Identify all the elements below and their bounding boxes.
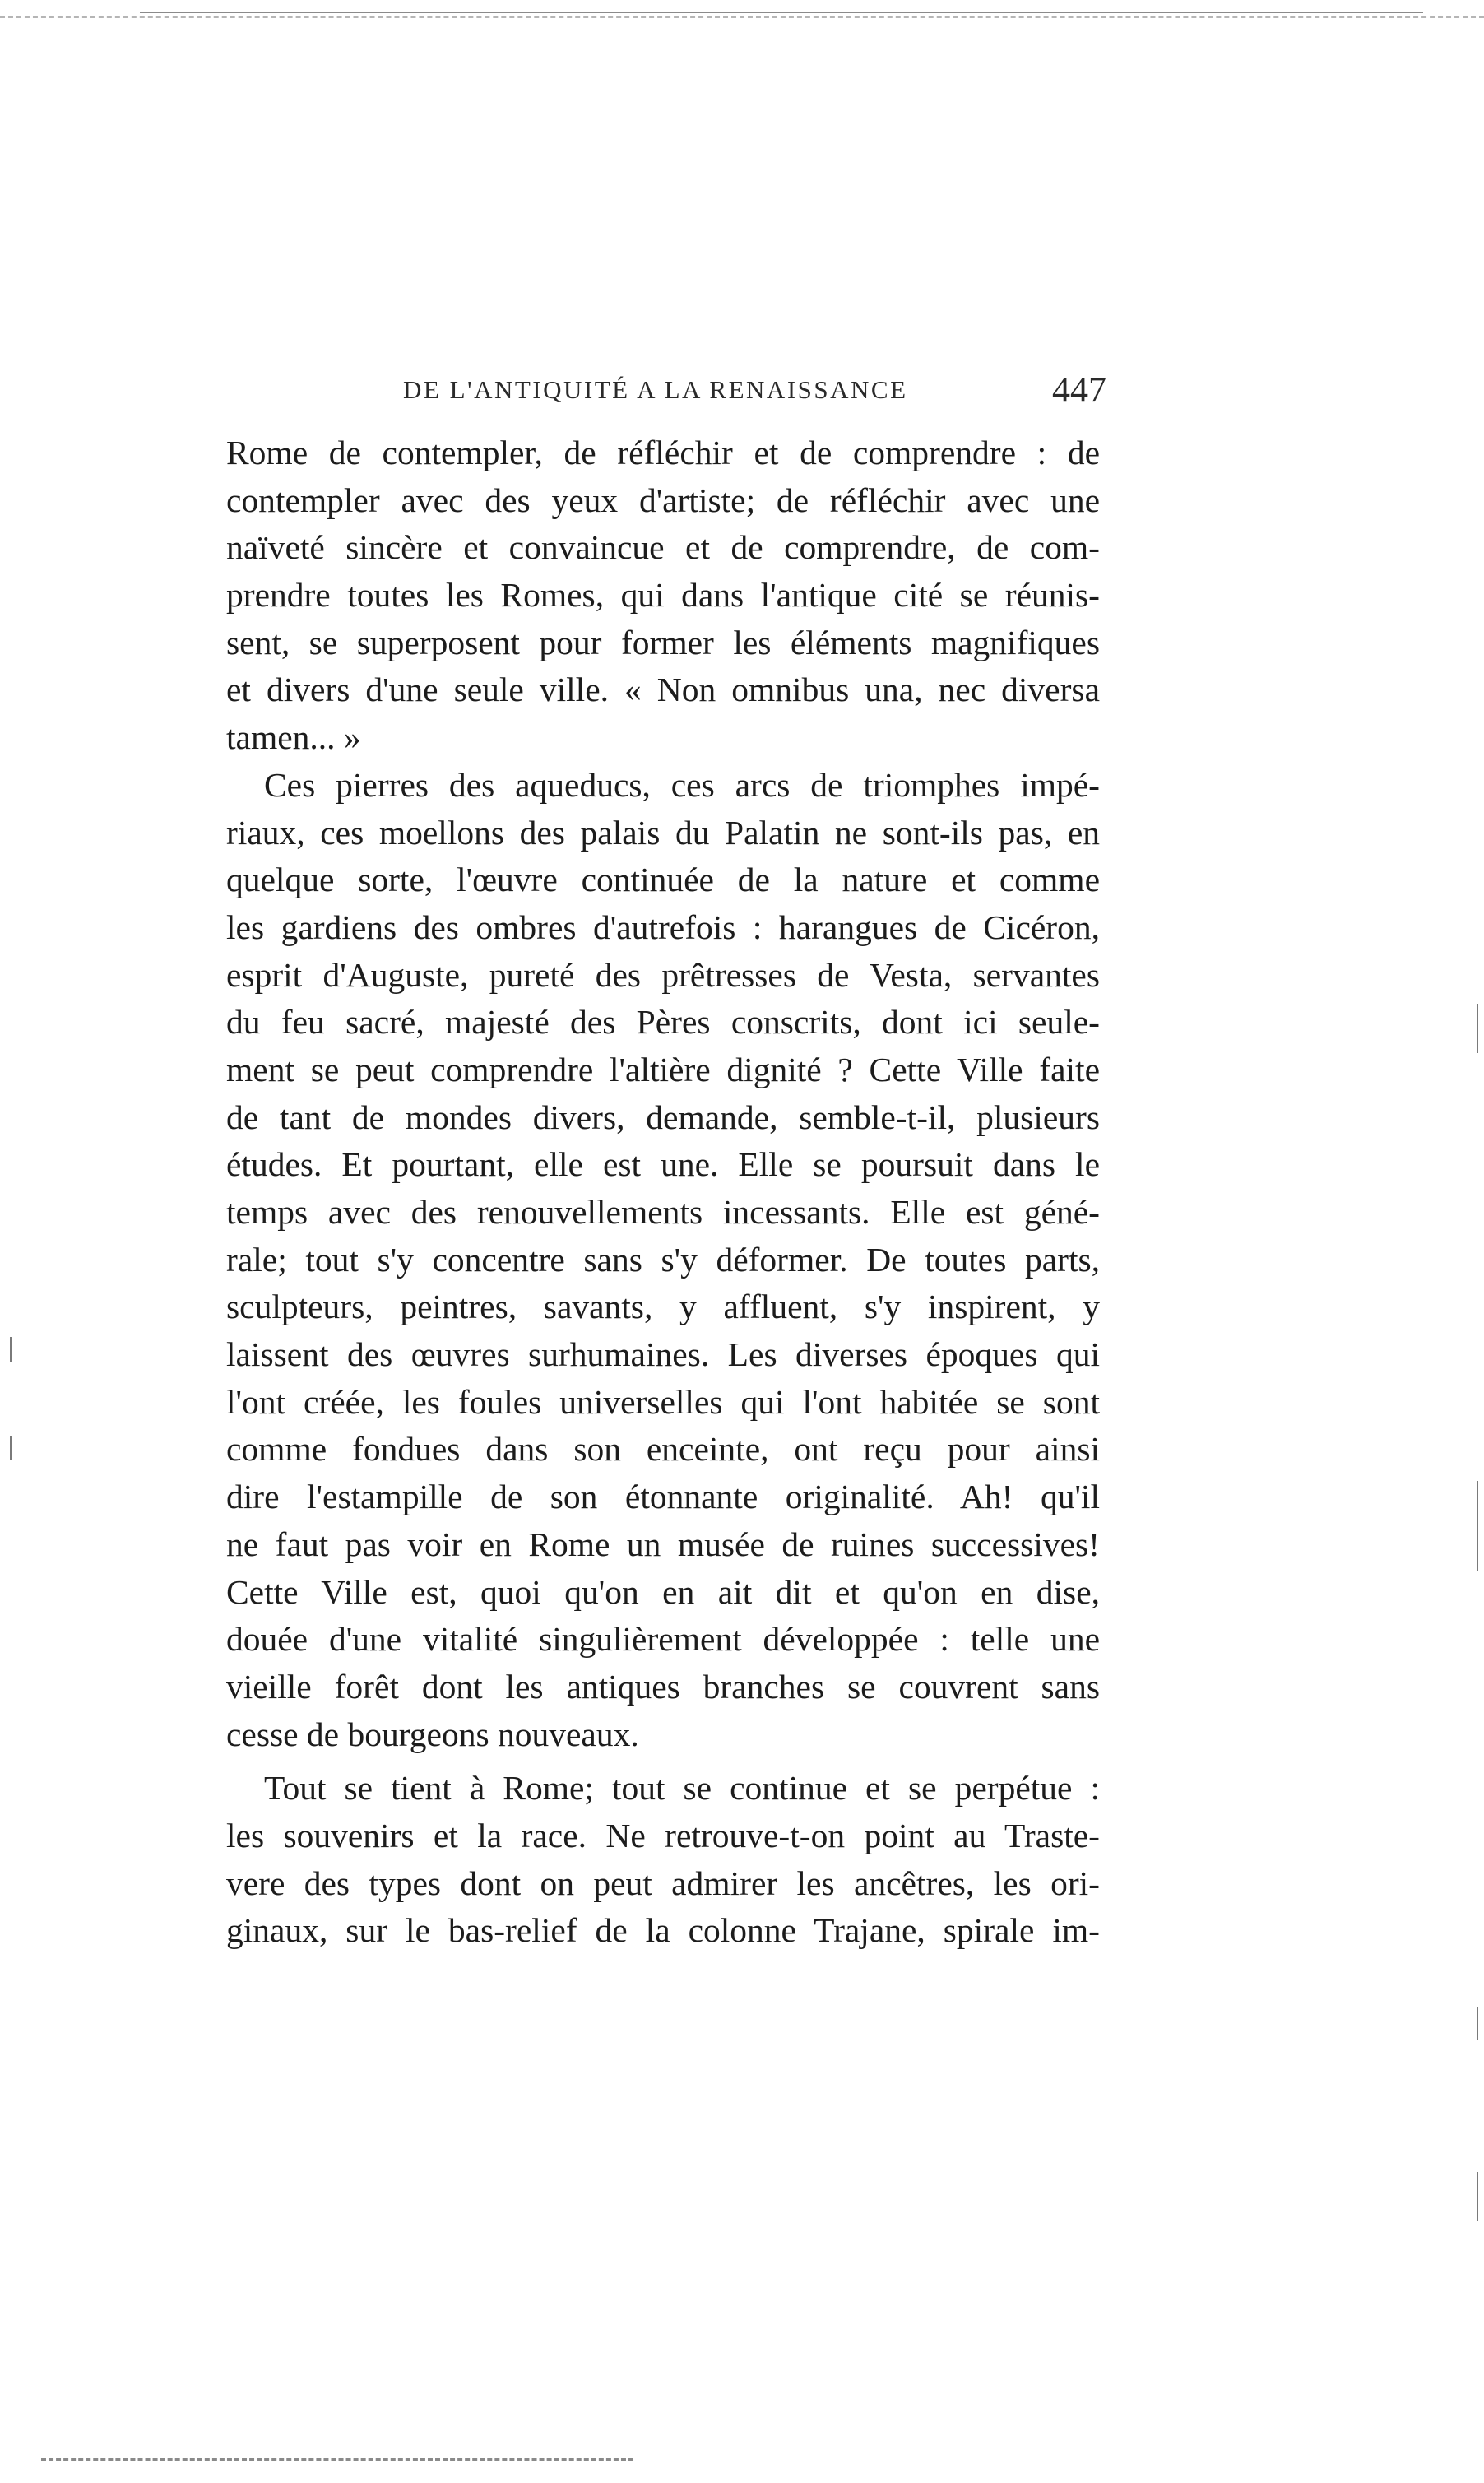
text-line: vere des types dont on peut admirer les ancêtres, les ori-	[226, 1863, 1100, 1902]
scan-edge-mark	[1477, 1481, 1478, 1571]
text-line: Tout se tient à Rome; tout se continue et se perpétue :	[264, 1769, 1100, 1808]
text-line: Ces pierres des aqueducs, ces arcs de triomphes impé-	[264, 765, 1100, 804]
running-title: DE L'ANTIQUITÉ A LA RENAISSANCE	[403, 375, 908, 404]
text-line: contempler avec des yeux d'artiste; de réfléchir avec une	[226, 480, 1100, 519]
text-line: Cette Ville est, quoi qu'on en ait dit et qu'on en dise,	[226, 1572, 1100, 1611]
text-line: et divers d'une seule ville. « Non omnibus una, nec diversa	[226, 671, 1100, 709]
text-line: vieille forêt dont les antiques branches se couvrent sans	[226, 1667, 1100, 1706]
text-line: les gardiens des ombres d'autrefois : harangues de Cicéron,	[226, 907, 1100, 946]
text-line: douée d'une vitalité singulièrement développée : telle une	[226, 1620, 1100, 1659]
scan-edge-mark	[10, 1436, 12, 1460]
text-line: de tant de mondes divers, demande, semble-t-il, plusieurs	[226, 1098, 1100, 1136]
scan-border-bottom	[41, 2458, 633, 2461]
text-line: dire l'estampille de son étonnante originalité. Ah! qu'il	[226, 1478, 1100, 1516]
text-line: du feu sacré, majesté des Pères conscrits, dont ici seule-	[226, 1003, 1100, 1042]
text-line: rale; tout s'y concentre sans s'y déformer. De toutes parts,	[226, 1240, 1100, 1279]
scan-border-top-dashed	[0, 16, 1484, 18]
text-line: ment se peut comprendre l'altière dignité ? Cette Ville faite	[226, 1050, 1100, 1088]
text-line: les souvenirs et la race. Ne retrouve-t-on point au Traste-	[226, 1816, 1100, 1854]
scan-edge-mark	[1477, 1004, 1478, 1053]
text-line: cesse de bourgeons nouveaux.	[226, 1715, 639, 1753]
scan-edge-mark	[1477, 2172, 1478, 2221]
scan-border-top	[140, 12, 1423, 13]
text-line: sent, se superposent pour former les éléments magnifiques	[226, 623, 1100, 661]
body-text	[226, 429, 1100, 1955]
text-line: laissent des œuvres surhumaines. Les diverses époques qui	[226, 1335, 1100, 1374]
page-header	[226, 367, 1115, 413]
page-number: 447	[1052, 369, 1106, 410]
text-line: tamen... »	[226, 718, 361, 757]
paragraph	[226, 1765, 1100, 1955]
text-line: sculpteurs, peintres, savants, y affluent, s'y inspirent, y	[226, 1288, 1100, 1326]
text-line: naïveté sincère et convaincue et de comprendre, de com-	[226, 528, 1100, 567]
scan-edge-mark	[10, 1337, 12, 1362]
text-line: riaux, ces moellons des palais du Palatin ne sont-ils pas, en	[226, 813, 1100, 852]
text-line: ginaux, sur le bas-relief de la colonne Trajane, spirale im-	[226, 1911, 1100, 1950]
paragraph	[226, 762, 1100, 1758]
text-line: prendre toutes les Romes, qui dans l'antique cité se réunis-	[226, 576, 1100, 615]
text-line: Rome de contempler, de réfléchir et de comprendre : de	[226, 434, 1100, 471]
scan-edge-mark	[1477, 2007, 1478, 2040]
text-line: comme fondues dans son enceinte, ont reçu pour ainsi	[226, 1430, 1100, 1469]
text-line: études. Et pourtant, elle est une. Elle se poursuit dans le	[226, 1145, 1100, 1184]
text-line: temps avec des renouvellements incessants. Elle est géné-	[226, 1193, 1100, 1231]
text-line: ne faut pas voir en Rome un musée de ruines successives!	[226, 1525, 1100, 1563]
text-line: quelque sorte, l'œuvre continuée de la nature et comme	[226, 861, 1100, 899]
text-line: l'ont créée, les foules universelles qui l'ont habitée se sont	[226, 1382, 1100, 1421]
paragraph	[226, 429, 1100, 762]
text-line: esprit d'Auguste, pureté des prêtresses de Vesta, servantes	[226, 955, 1100, 994]
